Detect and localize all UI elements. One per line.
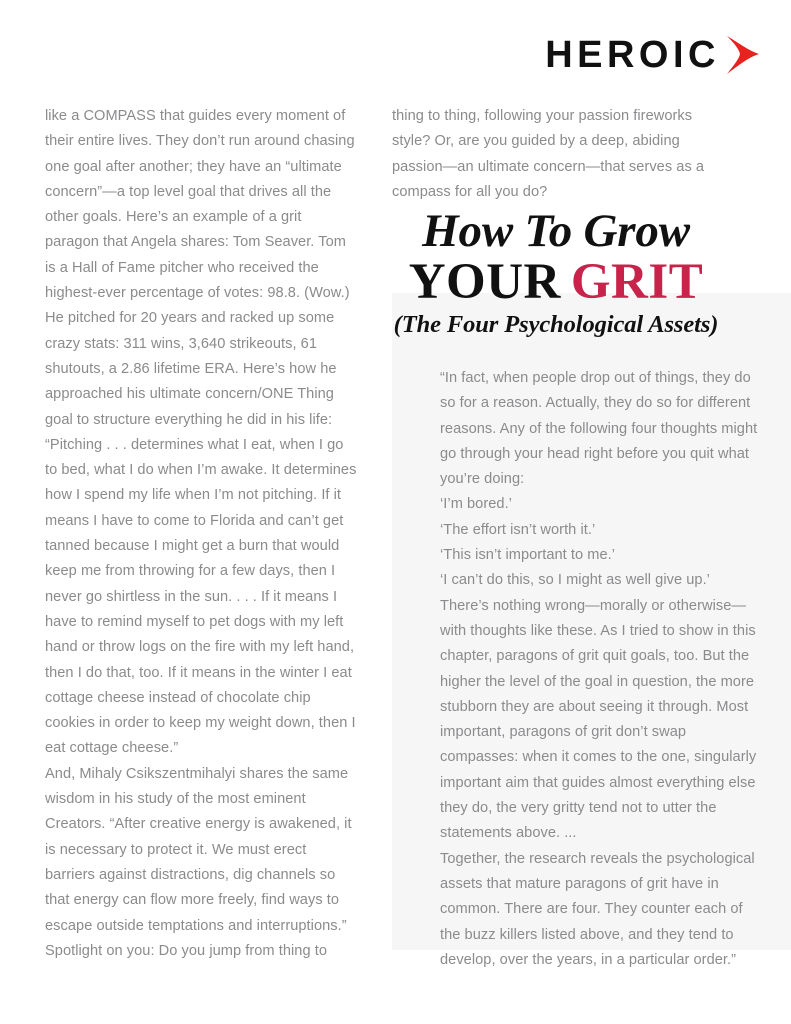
heroic-wordmark: HEROIC (545, 34, 720, 76)
heroic-arrow-icon (721, 33, 763, 77)
paragraph: And, Mihaly Csikszentmihalyi shares the same wisdom in his study of the most eminent Creators. “After creative energy is awakened, it is necessary to protect it. We must erect barriers against distractions, dig channels so that energy can flow more freely, find ways to escape outside temptations and interruptions.” (45, 765, 352, 934)
quote-paragraph: Together, the research reveals the psychological assets that mature paragons of grit have in common. There are four. They counter each of the buzz killers listed above, and they tend to develop, over the years, in a particular order.” (440, 850, 755, 968)
quote-paragraph: ‘I can’t do this, so I might as well give up.’ (440, 572, 710, 589)
paragraph: like a COMPASS that guides every moment of their entire lives. They don’t run around chasing one goal after another; they have an “ultimate concern”—a top level goal that drives all the other goals. Here’s an example of a grit paragon that Angela shares: Tom Seaver. Tom is a Hall of Fame pitcher who received the highest-ever percentage of votes: 98.8. (Wow.) He pitched for 20 years and racked up some crazy stats: 311 wins, 3,640 strikeouts, 61 shutouts, a 2.86 lifetime ERA. Here’s how he approached his ultimate concern/ONE Thing goal to structure everything he did in his life: “Pitching . . . determines what I eat, when I go to bed, what I do when I’m awake. It determines how I spend my life when I’m not pitching. If it means I have to come to Florida and can’t get tanned because I might get a burn that would keep me from throwing for a few days, then I never go shirtless in the sun. . . . If it means I have to remind myself to pet dogs with my left hand or throw logs on the fire with my left hand, then I do that, too. If it means in the winter I eat cottage cheese instead of chocolate chip cookies in order to keep my weight down, then I eat cottage cheese.” (45, 108, 357, 757)
title-line-one: How To Grow (422, 205, 690, 257)
right-text-column (392, 104, 732, 205)
quote-paragraph: ‘The effort isn’t worth it.’ (440, 521, 596, 538)
paragraph: thing to thing, following your passion fireworks style? Or, are you guided by a deep, abiding passion—an ultimate concern—that serves as a compass for all you do? (392, 108, 705, 200)
title-word-grit: GRIT (570, 254, 704, 310)
quote-panel-text (440, 366, 762, 973)
title-word-your: YOUR (408, 254, 561, 310)
article-title (386, 206, 726, 340)
quote-paragraph: “In fact, when people drop out of things, they do so for a reason. Actually, they do so for different reasons. Any of the following four thoughts might go through your head right before you quit what you’re doing: (440, 370, 758, 488)
title-line-two (386, 256, 726, 308)
paragraph: Spotlight on you: Do you jump from thing to (45, 942, 328, 959)
quote-paragraph: There’s nothing wrong—morally or otherwise—with thoughts like these. As I tried to show in this chapter, paragons of grit quit goals, too. But the higher the level of the goal in question, the more stubborn they are about seeing it through. Most important, paragons of grit don’t swap compasses: when it comes to the one, singularly important aim that guides almost everything else they do, the very gritty tend not to utter the statements above. ... (440, 597, 757, 842)
left-text-column (45, 104, 357, 964)
article-subtitle: (The Four Psychological Assets) (393, 311, 719, 338)
quote-paragraph: ‘This isn’t important to me.’ (440, 547, 616, 564)
quote-paragraph: ‘I’m bored.’ (440, 496, 512, 513)
heroic-logo (545, 24, 763, 86)
